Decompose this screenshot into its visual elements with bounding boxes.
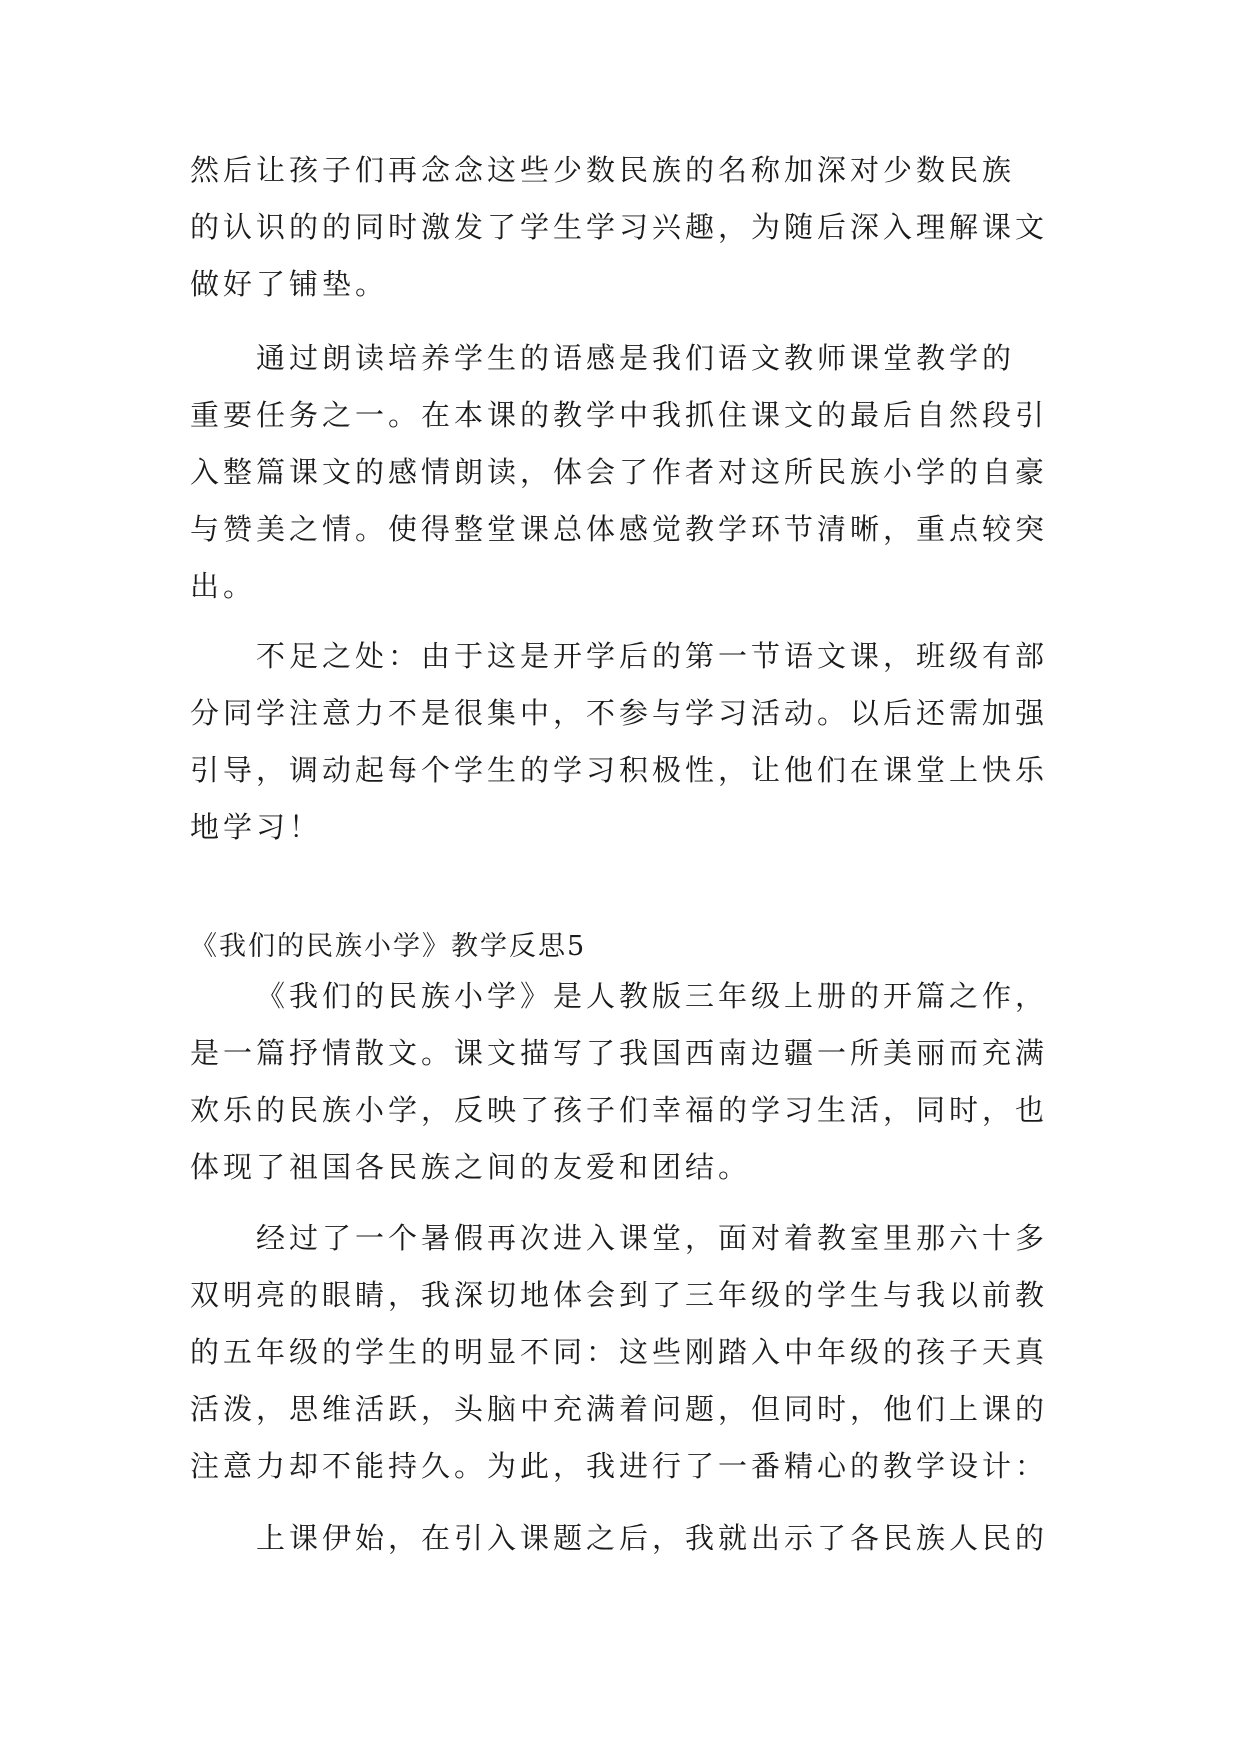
paragraph — [190, 1510, 1050, 1567]
text-line: 不足之处：由于这是开学后的第一节语文课，班级有部 — [256, 639, 1049, 673]
text-line: 做好了铺垫。 — [190, 267, 389, 301]
text-line: 上课伊始，在引入课题之后，我就出示了各民族人民的 — [256, 1521, 1049, 1555]
paragraph — [190, 628, 1050, 856]
text-line: 是一篇抒情散文。课文描写了我国西南边疆一所美丽而充满 — [190, 1036, 1049, 1070]
text-line: 欢乐的民族小学，反映了孩子们幸福的学习生活，同时，也 — [190, 1093, 1049, 1127]
text-line: 体现了祖国各民族之间的友爱和团结。 — [190, 1150, 752, 1184]
text-line: 双明亮的眼睛，我深切地体会到了三年级的学生与我以前教 — [190, 1278, 1049, 1312]
text-line: 重要任务之一。在本课的教学中我抓住课文的最后自然段引 — [190, 398, 1049, 432]
text-line: 的五年级的学生的明显不同：这些刚踏入中年级的孩子天真 — [190, 1335, 1049, 1369]
text-line: 出。 — [190, 569, 257, 603]
paragraph — [190, 142, 1050, 313]
text-line: 的认识的的同时激发了学生学习兴趣，为随后深入理解课文 — [190, 210, 1049, 244]
text-line: 活泼，思维活跃，头脑中充满着问题，但同时，他们上课的 — [190, 1392, 1049, 1426]
text-line: 然后让孩子们再念念这些少数民族的名称加深对少数民族 — [190, 153, 1016, 187]
section-title: 《我们的民族小学》教学反思5 — [190, 931, 587, 962]
text-line: 注意力却不能持久。为此，我进行了一番精心的教学设计： — [190, 1449, 1049, 1483]
text-line: 地学习！ — [190, 810, 323, 844]
text-line: 通过朗读培养学生的语感是我们语文教师课堂教学的 — [256, 341, 1016, 375]
text-line: 《我们的民族小学》是人教版三年级上册的开篇之作， — [256, 979, 1049, 1013]
text-line: 经过了一个暑假再次进入课堂，面对着教室里那六十多 — [256, 1221, 1049, 1255]
paragraph — [190, 330, 1050, 615]
text-line: 引导，调动起每个学生的学习积极性，让他们在课堂上快乐 — [190, 753, 1049, 787]
text-line: 分同学注意力不是很集中，不参与学习活动。以后还需加强 — [190, 696, 1049, 730]
paragraph — [190, 968, 1050, 1196]
text-line: 与赞美之情。使得整堂课总体感觉教学环节清晰，重点较突 — [190, 512, 1049, 546]
paragraph — [190, 1210, 1050, 1495]
text-line: 入整篇课文的感情朗读，体会了作者对这所民族小学的自豪 — [190, 455, 1049, 489]
